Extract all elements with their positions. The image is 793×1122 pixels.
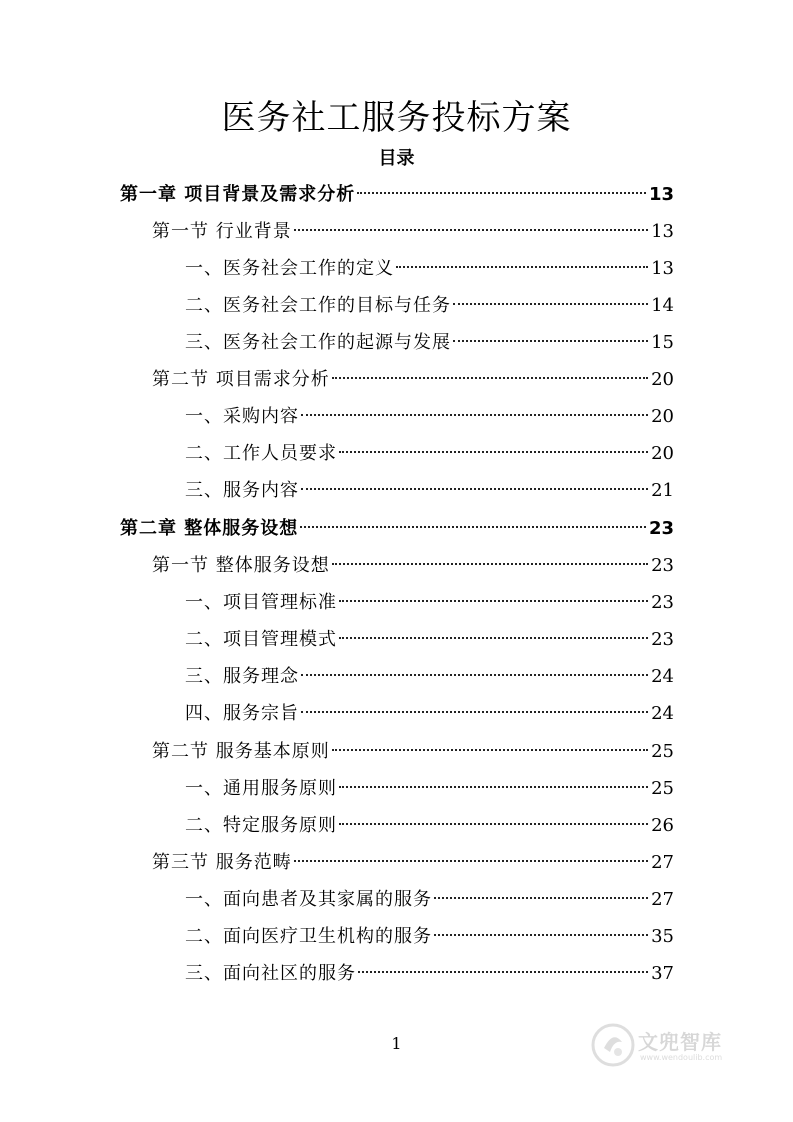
toc-entry-section[interactable] [152,733,674,770]
toc-dot-leader [339,451,648,453]
toc-dot-leader [357,192,646,194]
toc-entry-title: 第三节 服务范畴 [152,852,292,873]
toc-dot-leader [301,674,648,676]
toc-page-number: 25 [651,741,674,762]
toc-entry-subsection[interactable] [185,398,674,435]
toc-dot-leader [301,711,648,713]
toc-dot-leader [332,563,648,565]
toc-entry-title: 三、面向社区的服务 [185,963,356,984]
watermark-url: www.wendoulib.com [640,1053,723,1062]
toc-entry-subsection[interactable] [185,918,674,955]
watermark-title: 文兜智库 [638,1030,722,1054]
toc-dot-leader [300,526,646,528]
toc-entry-subsection[interactable] [185,621,674,658]
toc-dot-leader [301,414,648,416]
toc-entry-section[interactable] [152,361,674,398]
toc-page-number: 13 [651,221,674,242]
toc-entry-title: 一、医务社会工作的定义 [185,258,394,279]
toc-page-number: 27 [651,889,674,910]
toc-dot-leader [434,897,648,899]
toc-entry-title: 第二节 服务基本原则 [152,741,330,762]
toc-page-number: 23 [651,555,674,576]
toc-dot-leader [332,749,648,751]
toc-entry-section[interactable] [152,547,674,584]
toc-dot-leader [294,229,648,231]
toc-entry-subsection[interactable] [185,881,674,918]
toc-entry-title: 三、服务理念 [185,666,299,687]
toc-entry-subsection[interactable] [185,324,674,361]
wendou-logo-icon [590,1022,636,1068]
watermark [590,1022,750,1072]
toc-entry-subsection[interactable] [185,584,674,621]
toc-entry-section[interactable] [152,844,674,881]
toc-entry-title: 三、服务内容 [185,480,299,501]
toc-entry-title: 二、面向医疗卫生机构的服务 [185,926,432,947]
toc-page-number: 37 [651,963,674,984]
toc-dot-leader [339,600,648,602]
toc-entry-title: 四、服务宗旨 [185,703,299,724]
toc-entry-subsection[interactable] [185,472,674,509]
toc-entry-subsection[interactable] [185,955,674,992]
toc-entry-title: 二、特定服务原则 [185,815,337,836]
toc-entry-subsection[interactable] [185,250,674,287]
toc-heading: 目录 [378,148,415,169]
toc-entry-title: 二、项目管理模式 [185,629,337,650]
toc-dot-leader [339,786,648,788]
toc-entry-section[interactable] [152,213,674,250]
toc-dot-leader [294,860,648,862]
toc-page-number: 23 [651,592,674,613]
toc-entry-chapter[interactable] [120,176,674,213]
toc-dot-leader [301,488,648,490]
toc-entry-subsection[interactable] [185,435,674,472]
toc-dot-leader [358,971,648,973]
toc-page-number: 24 [651,703,674,724]
toc-entry-title: 一、面向患者及其家属的服务 [185,889,432,910]
toc-entry-title: 一、采购内容 [185,406,299,427]
toc-page-number: 23 [648,518,674,539]
toc-page-number: 13 [648,184,674,205]
toc-dot-leader [339,637,648,639]
toc-entry-title: 二、工作人员要求 [185,443,337,464]
toc-entry-subsection[interactable] [185,658,674,695]
toc-page-number: 13 [651,258,674,279]
toc-entry-title: 一、项目管理标准 [185,592,337,613]
toc-page-number: 27 [651,852,674,873]
toc-entry-title: 二、医务社会工作的目标与任务 [185,295,451,316]
toc-page-number: 35 [651,926,674,947]
document-title: 医务社工服务投标方案 [221,98,572,138]
toc-page-number: 21 [651,480,674,501]
toc-entry-subsection[interactable] [185,695,674,732]
toc-entry-chapter[interactable] [120,510,674,547]
toc-page-number: 24 [651,666,674,687]
toc-page-number: 20 [651,443,674,464]
toc-entry-title: 第二节 项目需求分析 [152,369,330,390]
toc-entry-title: 三、医务社会工作的起源与发展 [185,332,451,353]
toc-page-number: 26 [651,815,674,836]
toc-page-number: 14 [651,295,674,316]
toc-page-number: 20 [651,406,674,427]
toc-dot-leader [453,340,648,342]
page-number: 1 [391,1034,402,1053]
toc-dot-leader [332,377,648,379]
toc-dot-leader [434,934,648,936]
toc-entry-title: 第二章 整体服务设想 [120,518,299,539]
toc-entry-subsection[interactable] [185,287,674,324]
toc-dot-leader [453,303,648,305]
toc-entry-title: 第一章 项目背景及需求分析 [120,184,356,205]
toc-dot-leader [339,823,648,825]
toc-entry-title: 第一节 整体服务设想 [152,555,330,576]
toc-entry-subsection[interactable] [185,807,674,844]
toc-dot-leader [396,266,648,268]
toc-entry-title: 一、通用服务原则 [185,778,337,799]
toc-entry-subsection[interactable] [185,770,674,807]
toc-page-number: 20 [651,369,674,390]
toc-entry-title: 第一节 行业背景 [152,221,292,242]
toc-page-number: 25 [651,778,674,799]
toc-page-number: 23 [651,629,674,650]
toc-page-number: 15 [651,332,674,353]
